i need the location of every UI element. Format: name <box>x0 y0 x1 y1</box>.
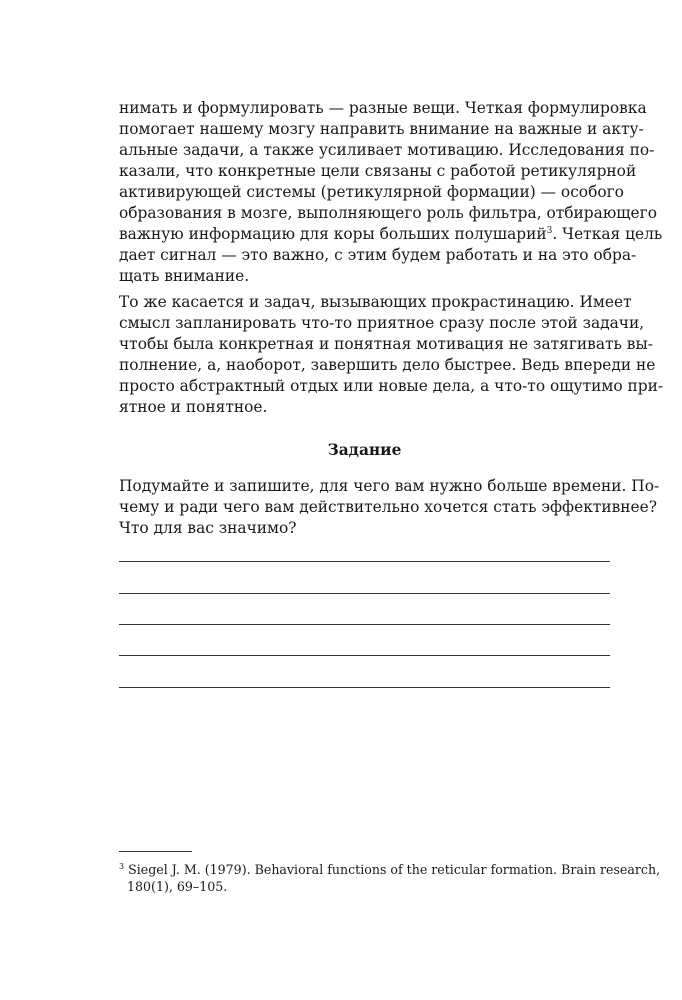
text-line: чему и ради чего вам действительно хочется стать эффективнее? <box>119 498 657 516</box>
text-line: активирующей системы (ретикулярной формации) — особого <box>119 183 624 201</box>
text-line: казали, что конкретные цели связаны с работой ретикулярной <box>119 162 637 180</box>
task-heading: Задание <box>327 441 402 459</box>
text-line: щать внимание. <box>119 267 250 285</box>
text-line: образования в мозге, выполняющего роль фильтра, отбирающего <box>119 204 657 222</box>
answer-line[interactable] <box>119 655 610 656</box>
footnote-line <box>119 858 661 878</box>
text-line: чтобы была конкретная и понятная мотивация не затягивать вы- <box>119 335 653 353</box>
footnote-line: 180(1), 69–105. <box>127 879 228 894</box>
text-line: нимать и формулировать — разные вещи. Четкая формулировка <box>119 99 647 117</box>
answer-line[interactable] <box>119 624 610 625</box>
text-line: смысл запланировать что-то приятное сразу после этой задачи, <box>119 314 645 332</box>
text-line: полнение, а, наоборот, завершить дело быстрее. Ведь впереди не <box>119 356 656 374</box>
footnote-separator <box>119 851 192 852</box>
text-line: Подумайте и запишите, для чего вам нужно больше времени. По- <box>119 477 660 495</box>
answer-line[interactable] <box>119 561 610 562</box>
footnote-number: 3 <box>119 862 125 871</box>
text-line: просто абстрактный отдых или новые дела, а что-то ощутимо при- <box>119 377 664 395</box>
text-line: Что для вас значимо? <box>119 519 297 537</box>
footnote-reference[interactable]: 3 <box>546 226 553 236</box>
text-line: альные задачи, а также усиливает мотивацию. Исследования по- <box>119 141 655 159</box>
answer-line[interactable] <box>119 593 610 594</box>
answer-line[interactable] <box>119 687 610 688</box>
text-line: То же касается и задач, вызывающих прокрастинацию. Имеет <box>119 293 632 311</box>
text-line: дает сигнал — это важно, с этим будем работать и на это обра- <box>119 246 637 264</box>
footnote <box>119 858 661 895</box>
footnote-text: Siegel J. M. (1979). Behavioral functions of the reticular formation. Brain research, <box>128 862 661 877</box>
text-line: помогает нашему мозгу направить внимание на важные и акту- <box>119 120 644 138</box>
text-line: ятное и понятное. <box>119 398 268 416</box>
text-segment: . Четкая цель <box>552 225 663 243</box>
text-line <box>119 224 663 244</box>
text-segment: важную информацию для коры больших полушарий <box>119 225 547 243</box>
